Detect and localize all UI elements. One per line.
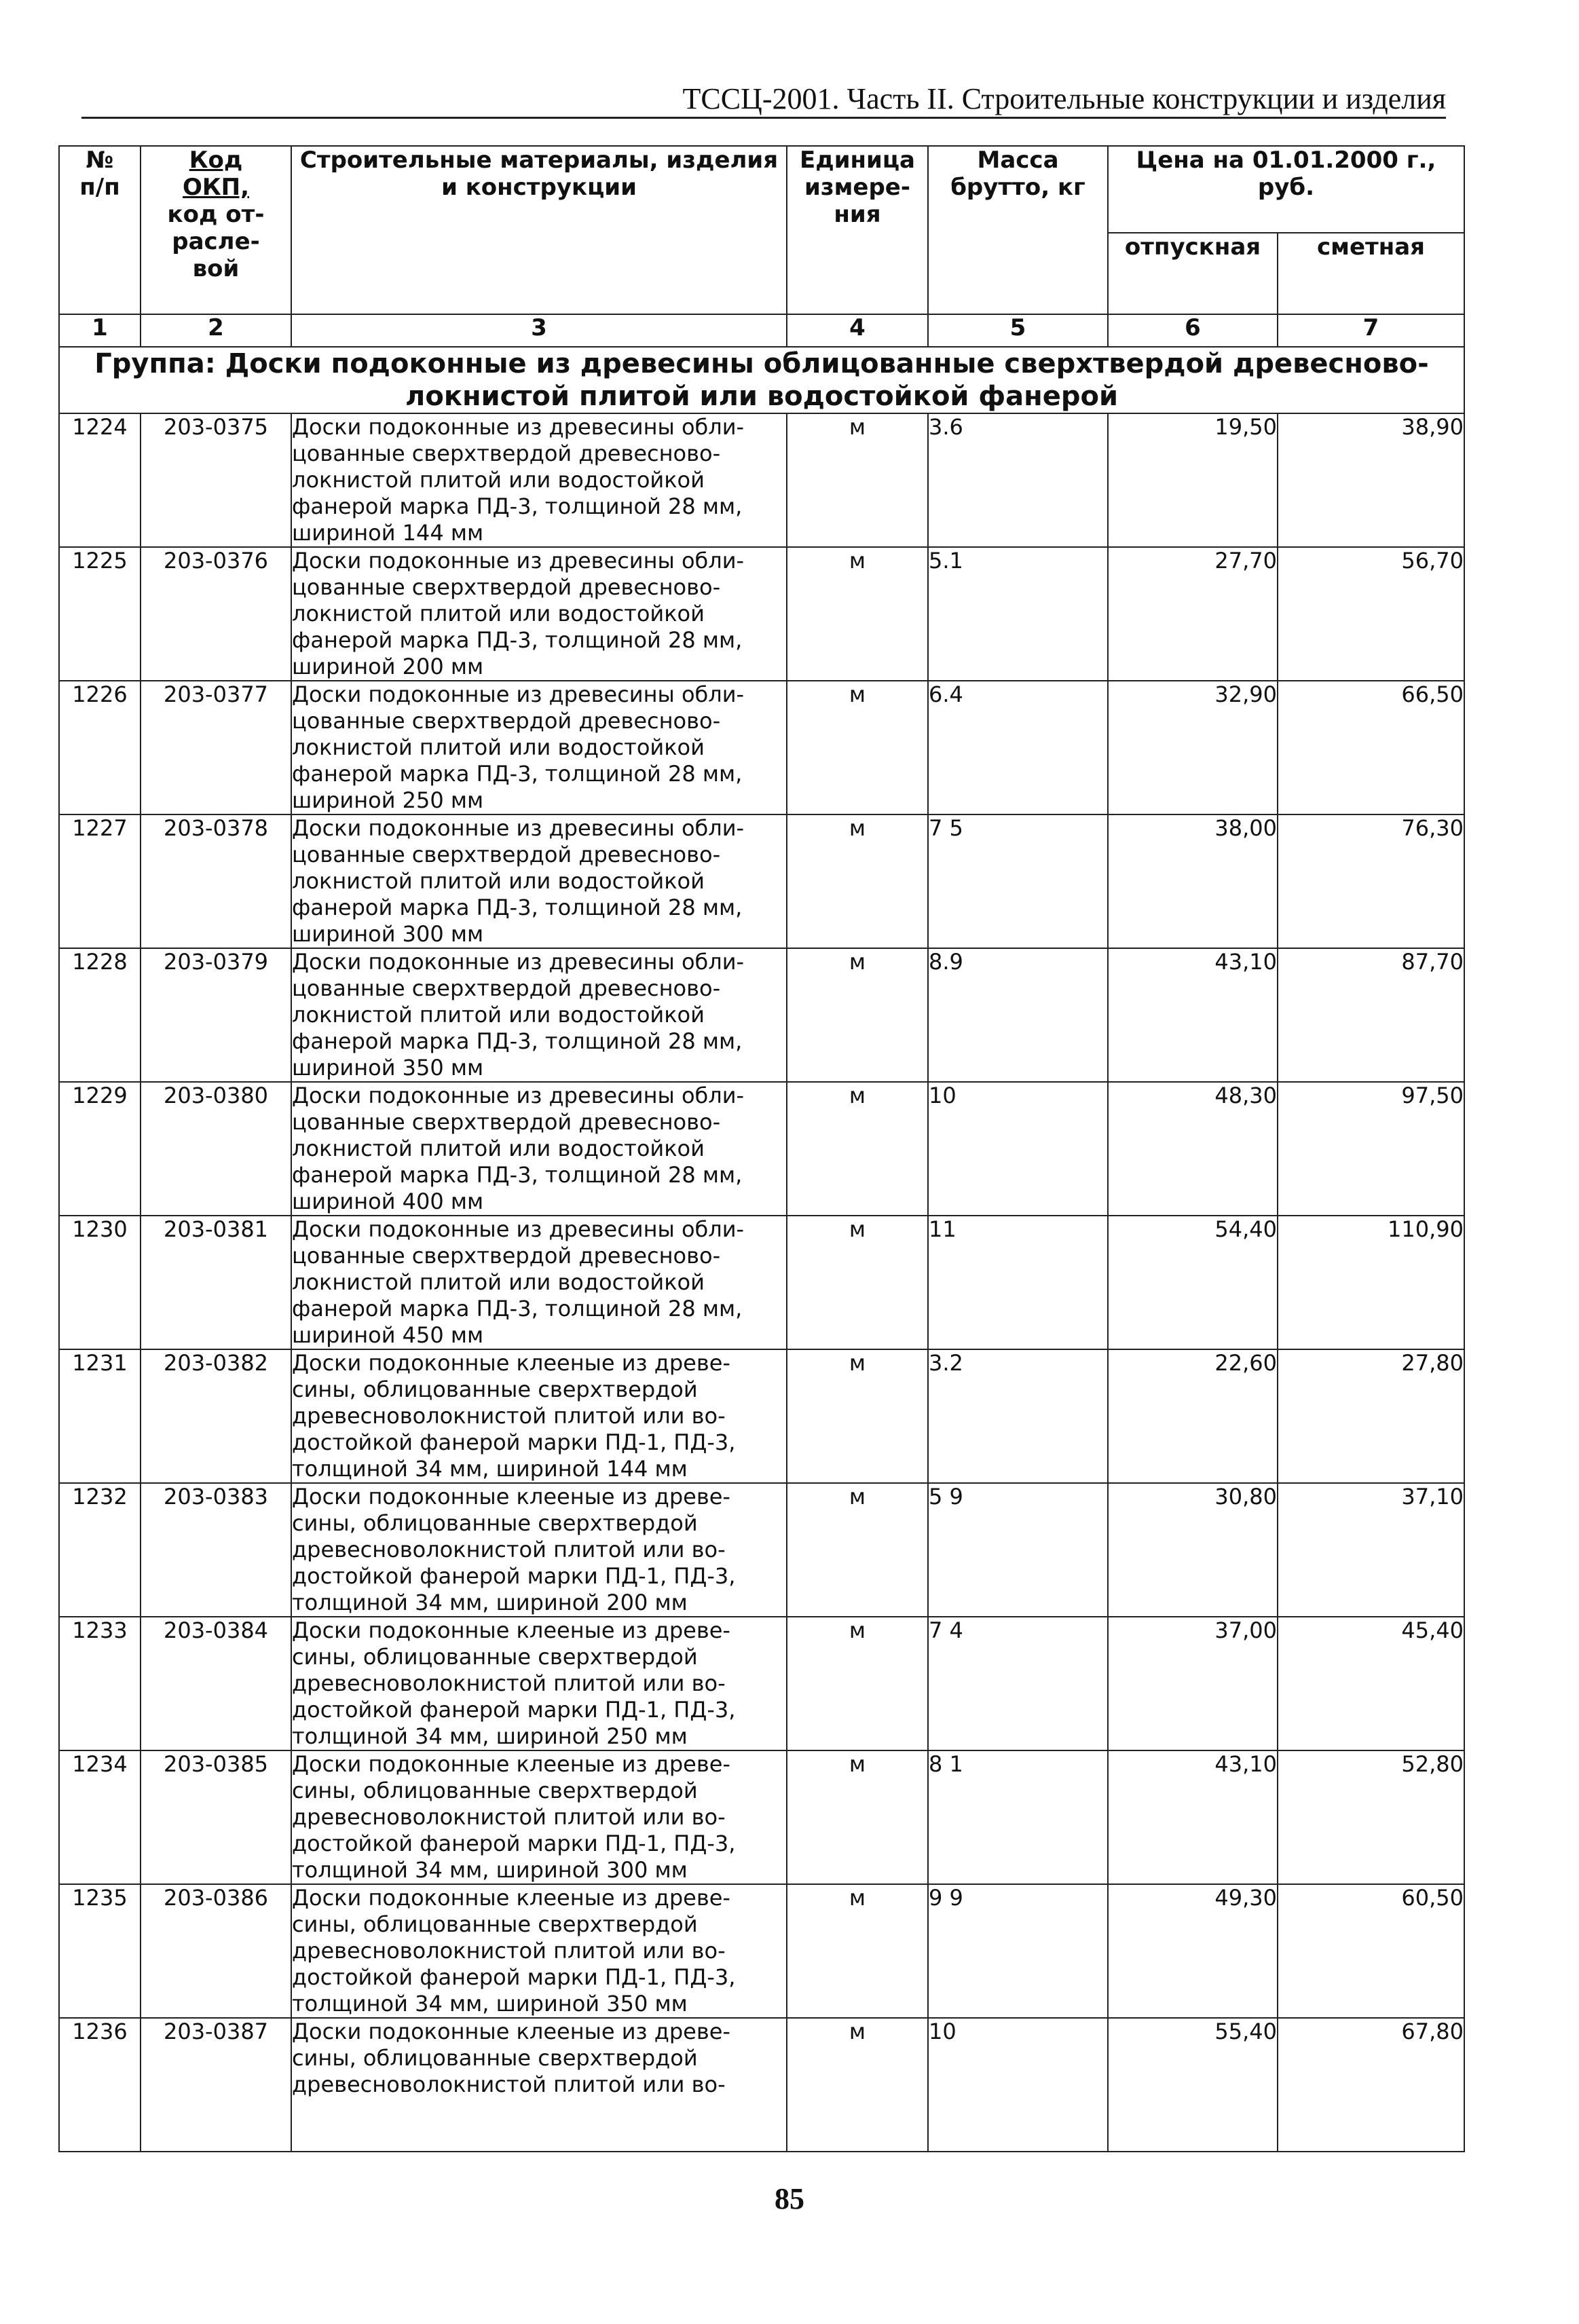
- item-name-line: цованные сверхтвердой древесново-: [292, 842, 721, 867]
- item-name-line: Доски подоконные клееные из древе-: [292, 1885, 730, 1911]
- table-row: [59, 1884, 1464, 2018]
- item-name-line: Доски подоконные клееные из древе-: [292, 1617, 730, 1643]
- item-name-line: Доски подоконные из древесины обли-: [292, 414, 745, 440]
- item-name-line: сины, облицованные сверхтвердой: [292, 1510, 698, 1536]
- table-row: [59, 814, 1464, 948]
- item-name-line: древесноволокнистой плитой или во-: [292, 1670, 726, 1696]
- item-name-line: шириной 400 мм: [292, 1188, 484, 1214]
- okp-code: 203-0382: [141, 1349, 291, 1483]
- item-name-line: древесноволокнистой плитой или во-: [292, 1938, 726, 1964]
- item-name-line: достойкой фанерой марки ПД-1, ПД-3,: [292, 1697, 736, 1723]
- price-release: 27,70: [1108, 547, 1278, 681]
- unit: м: [787, 1216, 928, 1349]
- table-row: [59, 547, 1464, 681]
- running-header: ТССЦ-2001. Часть II. Строительные конструкции и изделия: [682, 82, 1446, 115]
- item-name: [291, 681, 787, 814]
- item-name-line: шириной 450 мм: [292, 1322, 484, 1348]
- price-estimate: 38,90: [1278, 413, 1464, 547]
- item-name-line: древесноволокнистой плитой или во-: [292, 2072, 726, 2097]
- price-table: [58, 145, 1465, 2152]
- price-estimate: 66,50: [1278, 681, 1464, 814]
- column-number: 4: [787, 314, 928, 347]
- unit: м: [787, 547, 928, 681]
- item-name-line: сины, облицованные сверхтвердой: [292, 1911, 698, 1937]
- price-release: 54,40: [1108, 1216, 1278, 1349]
- okp-code: 203-0384: [141, 1617, 291, 1750]
- item-name: [291, 413, 787, 547]
- item-name-line: Доски подоконные из древесины обли-: [292, 1216, 745, 1242]
- header-price: Цена на 01.01.2000 г., руб.: [1108, 146, 1464, 233]
- item-name-line: Доски подоконные из древесины обли-: [292, 681, 745, 707]
- okp-code: 203-0383: [141, 1483, 291, 1617]
- okp-code: 203-0379: [141, 948, 291, 1082]
- column-number: 3: [291, 314, 787, 347]
- gross-mass: 5.1: [928, 547, 1108, 681]
- item-name-line: достойкой фанерой марки ПД-1, ПД-3,: [292, 1831, 736, 1856]
- okp-code: 203-0381: [141, 1216, 291, 1349]
- table-row: [59, 948, 1464, 1082]
- table-row: [59, 1750, 1464, 1884]
- item-name-line: Доски подоконные клееные из древе-: [292, 2019, 730, 2044]
- gross-mass: 7 5: [928, 814, 1108, 948]
- item-name-line: достойкой фанерой марки ПД-1, ПД-3,: [292, 1964, 736, 1990]
- unit: м: [787, 1617, 928, 1750]
- gross-mass: 9 9: [928, 1884, 1108, 2018]
- table-row: [59, 1349, 1464, 1483]
- header-num: № п/п: [59, 146, 141, 314]
- price-release: 55,40: [1108, 2018, 1278, 2152]
- item-name-line: Доски подоконные клееные из древе-: [292, 1751, 730, 1777]
- item-name-line: Доски подоконные из древесины обли-: [292, 949, 745, 975]
- row-number: 1232: [59, 1483, 141, 1617]
- unit: м: [787, 413, 928, 547]
- price-release: 22,60: [1108, 1349, 1278, 1483]
- gross-mass: 11: [928, 1216, 1108, 1349]
- column-number: 7: [1278, 314, 1464, 347]
- gross-mass: 5 9: [928, 1483, 1108, 1617]
- item-name: [291, 1216, 787, 1349]
- okp-code: 203-0377: [141, 681, 291, 814]
- row-number: 1227: [59, 814, 141, 948]
- okp-code: 203-0385: [141, 1750, 291, 1884]
- table-row: [59, 2018, 1464, 2152]
- item-name-line: толщиной 34 мм, шириной 200 мм: [292, 1590, 688, 1615]
- item-name-line: древесноволокнистой плитой или во-: [292, 1403, 726, 1429]
- okp-code: 203-0387: [141, 2018, 291, 2152]
- price-estimate: 110,90: [1278, 1216, 1464, 1349]
- table-row: [59, 413, 1464, 547]
- table-row: [59, 1082, 1464, 1216]
- row-number: 1224: [59, 413, 141, 547]
- item-name-line: локнистой плитой или водостойкой: [292, 601, 705, 626]
- item-name-line: Доски подоконные клееные из древе-: [292, 1350, 730, 1376]
- item-name-line: сины, облицованные сверхтвердой: [292, 1778, 698, 1803]
- header-price-estimate: сметная: [1278, 233, 1464, 314]
- item-name-line: толщиной 34 мм, шириной 350 мм: [292, 1991, 688, 2017]
- header-unit: Единица измере- ния: [787, 146, 928, 314]
- price-release: 38,00: [1108, 814, 1278, 948]
- price-release: 32,90: [1108, 681, 1278, 814]
- price-estimate: 97,50: [1278, 1082, 1464, 1216]
- table-body: [59, 347, 1464, 2152]
- header-name: Строительные материалы, изделия и конструкции: [291, 146, 787, 314]
- price-estimate: 27,80: [1278, 1349, 1464, 1483]
- okp-code: 203-0375: [141, 413, 291, 547]
- item-name-line: шириной 200 мм: [292, 654, 484, 679]
- item-name-line: сины, облицованные сверхтвердой: [292, 2045, 698, 2071]
- table-row: [59, 1617, 1464, 1750]
- page-number: 85: [775, 2182, 804, 2215]
- row-number: 1225: [59, 547, 141, 681]
- item-name: [291, 1884, 787, 2018]
- item-name-line: локнистой плитой или водостойкой: [292, 1269, 705, 1295]
- item-name-line: цованные сверхтвердой древесново-: [292, 1109, 721, 1135]
- price-estimate: 56,70: [1278, 547, 1464, 681]
- header-code: Код ОКП, код от- расле- вой: [141, 146, 291, 314]
- item-name: [291, 2018, 787, 2152]
- group-title: Группа: Доски подоконные из древесины облицованные сверхтвердой древесново- локнистой плитой или водостойкой фанерой: [59, 347, 1464, 413]
- item-name-line: Доски подоконные из древесины обли-: [292, 815, 745, 841]
- price-release: 19,50: [1108, 413, 1278, 547]
- item-name-line: толщиной 34 мм, шириной 300 мм: [292, 1857, 688, 1883]
- item-name-line: шириной 250 мм: [292, 787, 484, 813]
- column-number: 1: [59, 314, 141, 347]
- item-name-line: достойкой фанерой марки ПД-1, ПД-3,: [292, 1429, 736, 1455]
- unit: м: [787, 1884, 928, 2018]
- item-name-line: шириной 350 мм: [292, 1055, 484, 1081]
- row-number: 1235: [59, 1884, 141, 2018]
- unit: м: [787, 2018, 928, 2152]
- row-number: 1233: [59, 1617, 141, 1750]
- okp-code: 203-0378: [141, 814, 291, 948]
- item-name-line: фанерой марка ПД-3, толщиной 28 мм,: [292, 1296, 743, 1322]
- table-row: [59, 1483, 1464, 1617]
- price-estimate: 45,40: [1278, 1617, 1464, 1750]
- table-row: [59, 1216, 1464, 1349]
- price-release: 43,10: [1108, 1750, 1278, 1884]
- item-name-line: Доски подоконные клееные из древе-: [292, 1484, 730, 1510]
- item-name: [291, 1483, 787, 1617]
- item-name-line: цованные сверхтвердой древесново-: [292, 1243, 721, 1269]
- unit: м: [787, 1750, 928, 1884]
- item-name-line: цованные сверхтвердой древесново-: [292, 574, 721, 600]
- item-name-line: фанерой марка ПД-3, толщиной 28 мм,: [292, 895, 743, 920]
- column-number: 5: [928, 314, 1108, 347]
- item-name-line: локнистой плитой или водостойкой: [292, 1002, 705, 1028]
- item-name-line: толщиной 34 мм, шириной 250 мм: [292, 1723, 688, 1749]
- row-number: 1230: [59, 1216, 141, 1349]
- column-number: 2: [141, 314, 291, 347]
- price-release: 30,80: [1108, 1483, 1278, 1617]
- price-estimate: 76,30: [1278, 814, 1464, 948]
- item-name-line: толщиной 34 мм, шириной 144 мм: [292, 1456, 688, 1482]
- item-name: [291, 948, 787, 1082]
- item-name-line: достойкой фанерой марки ПД-1, ПД-3,: [292, 1563, 736, 1589]
- item-name-line: сины, облицованные сверхтвердой: [292, 1376, 698, 1402]
- price-release: 48,30: [1108, 1082, 1278, 1216]
- okp-code: 203-0386: [141, 1884, 291, 2018]
- item-name: [291, 1750, 787, 1884]
- item-name-line: локнистой плитой или водостойкой: [292, 467, 705, 493]
- item-name: [291, 547, 787, 681]
- row-number: 1234: [59, 1750, 141, 1884]
- unit: м: [787, 948, 928, 1082]
- gross-mass: 10: [928, 2018, 1108, 2152]
- item-name: [291, 1617, 787, 1750]
- item-name-line: древесноволокнистой плитой или во-: [292, 1537, 726, 1562]
- row-number: 1236: [59, 2018, 141, 2152]
- row-number: 1229: [59, 1082, 141, 1216]
- price-release: 37,00: [1108, 1617, 1278, 1750]
- gross-mass: 3.6: [928, 413, 1108, 547]
- row-number: 1226: [59, 681, 141, 814]
- item-name-line: шириной 300 мм: [292, 921, 484, 947]
- gross-mass: 7 4: [928, 1617, 1108, 1750]
- item-name-line: локнистой плитой или водостойкой: [292, 868, 705, 894]
- column-number: 6: [1108, 314, 1278, 347]
- group-row: [59, 347, 1464, 413]
- header-rule: [81, 117, 1446, 119]
- gross-mass: 10: [928, 1082, 1108, 1216]
- item-name-line: Доски подоконные из древесины обли-: [292, 1083, 745, 1108]
- item-name-line: сины, облицованные сверхтвердой: [292, 1644, 698, 1670]
- okp-code: 203-0376: [141, 547, 291, 681]
- price-estimate: 60,50: [1278, 1884, 1464, 2018]
- item-name-line: цованные сверхтвердой древесново-: [292, 975, 721, 1001]
- gross-mass: 3.2: [928, 1349, 1108, 1483]
- header-mass: Масса брутто, кг: [928, 146, 1108, 314]
- price-estimate: 52,80: [1278, 1750, 1464, 1884]
- item-name-line: цованные сверхтвердой древесново-: [292, 708, 721, 734]
- price-estimate: 87,70: [1278, 948, 1464, 1082]
- price-estimate: 67,80: [1278, 2018, 1464, 2152]
- item-name-line: фанерой марка ПД-3, толщиной 28 мм,: [292, 761, 743, 787]
- item-name-line: фанерой марка ПД-3, толщиной 28 мм,: [292, 1162, 743, 1188]
- item-name: [291, 814, 787, 948]
- table-header: [59, 146, 1464, 347]
- gross-mass: 8.9: [928, 948, 1108, 1082]
- item-name-line: локнистой плитой или водостойкой: [292, 1136, 705, 1161]
- item-name-line: шириной 144 мм: [292, 520, 484, 546]
- item-name-line: фанерой марка ПД-3, толщиной 28 мм,: [292, 627, 743, 653]
- price-release: 43,10: [1108, 948, 1278, 1082]
- column-numbers-row: [59, 314, 1464, 347]
- item-name-line: фанерой марка ПД-3, толщиной 28 мм,: [292, 493, 743, 519]
- unit: м: [787, 814, 928, 948]
- item-name-line: локнистой плитой или водостойкой: [292, 734, 705, 760]
- row-number: 1228: [59, 948, 141, 1082]
- okp-code: 203-0380: [141, 1082, 291, 1216]
- item-name-line: фанерой марка ПД-3, толщиной 28 мм,: [292, 1028, 743, 1054]
- item-name: [291, 1082, 787, 1216]
- item-name-line: древесноволокнистой плитой или во-: [292, 1804, 726, 1830]
- item-name: [291, 1349, 787, 1483]
- row-number: 1231: [59, 1349, 141, 1483]
- gross-mass: 8 1: [928, 1750, 1108, 1884]
- price-release: 49,30: [1108, 1884, 1278, 2018]
- unit: м: [787, 1082, 928, 1216]
- table-row: [59, 681, 1464, 814]
- unit: м: [787, 1483, 928, 1617]
- item-name-line: цованные сверхтвердой древесново-: [292, 441, 721, 466]
- unit: м: [787, 681, 928, 814]
- gross-mass: 6.4: [928, 681, 1108, 814]
- price-estimate: 37,10: [1278, 1483, 1464, 1617]
- unit: м: [787, 1349, 928, 1483]
- item-name-line: Доски подоконные из древесины обли-: [292, 548, 745, 574]
- header-price-release: отпускная: [1108, 233, 1278, 314]
